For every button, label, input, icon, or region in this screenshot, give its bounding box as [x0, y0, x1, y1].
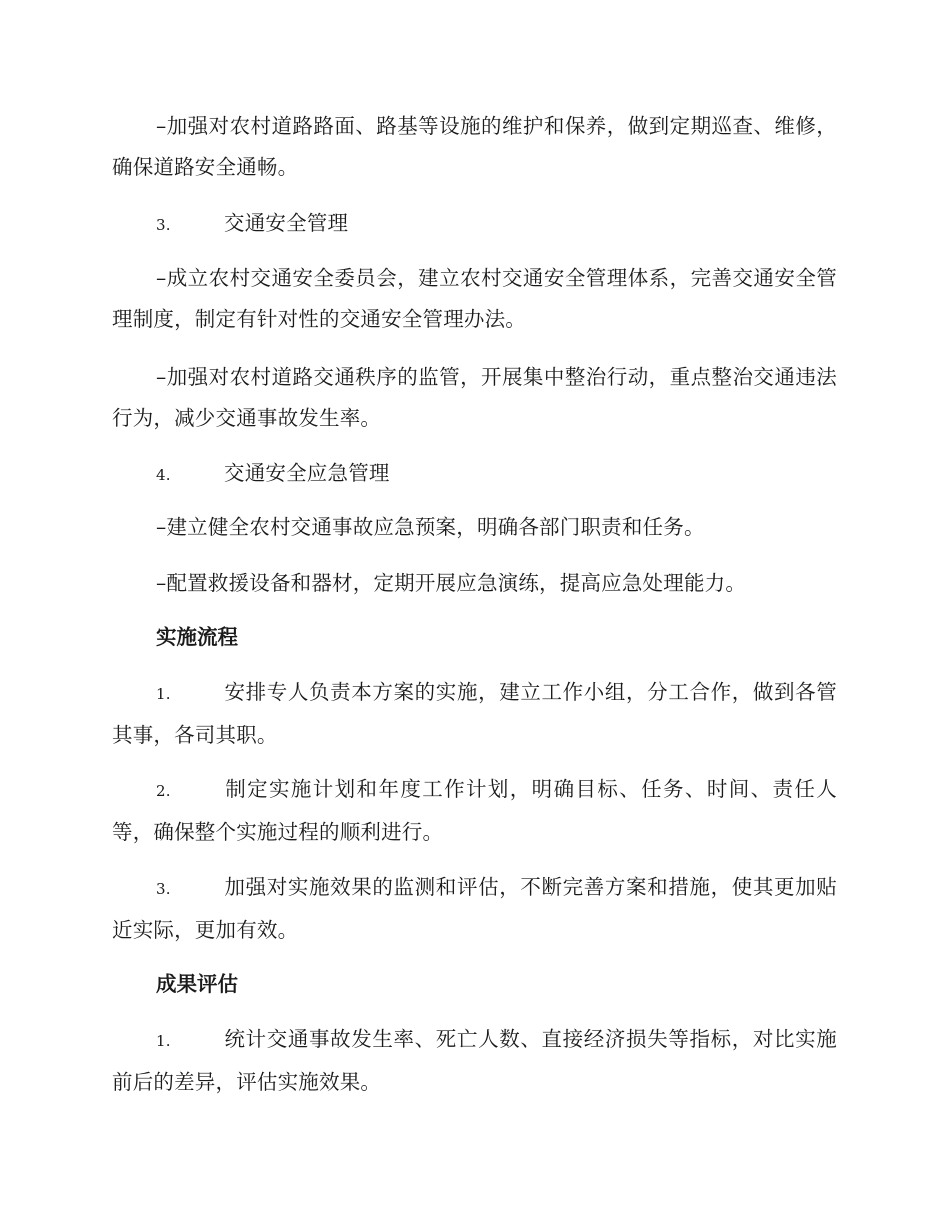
list-number: 3.	[156, 880, 171, 898]
list-item-traffic-safety-management: 3. 交通安全管理	[112, 203, 837, 246]
list-item-emergency-management: 4. 交通安全应急管理	[112, 453, 837, 496]
list-item-implementation-2: 2. 制定实施计划和年度工作计划，明确目标、任务、时间、责任人等，确保整个实施过程的顺利进行。	[112, 769, 837, 853]
paragraph-traffic-order: –加强对农村道路交通秩序的监管，开展集中整治行动，重点整治交通违法行为，减少交通事故发生率。	[112, 365, 837, 430]
list-number: 4.	[156, 466, 171, 484]
list-number: 1.	[156, 685, 171, 703]
list-number: 3.	[156, 216, 171, 234]
section-heading-evaluation: 成果评估	[156, 972, 238, 996]
list-item-implementation-3: 3. 加强对实施效果的监测和评估，不断完善方案和措施，使其更加贴近实际，更加有效。	[112, 867, 837, 951]
paragraph-road-maintenance: –加强对农村道路路面、路基等设施的维护和保养，做到定期巡查、维修，确保道路安全通畅。	[112, 114, 837, 179]
list-item-implementation-1: 1. 安排专人负责本方案的实施，建立工作小组，分工合作，做到各管其事，各司其职。	[112, 672, 837, 756]
list-number: 1.	[156, 1032, 171, 1050]
section-heading-implementation: 实施流程	[156, 625, 238, 649]
paragraph-rescue-equipment: –配置救援设备和器材，定期开展应急演练，提高应急处理能力。	[156, 571, 747, 595]
list-item-evaluation-1: 1. 统计交通事故发生率、死亡人数、直接经济损失等指标，对比实施前后的差异，评估实施效果。	[112, 1019, 837, 1103]
paragraph-safety-committee: –成立农村交通安全委员会，建立农村交通安全管理体系，完善交通安全管理制度，制定有针对性的交通安全管理办法。	[112, 266, 837, 331]
paragraph-emergency-plan: –建立健全农村交通事故应急预案，明确各部门职责和任务。	[156, 515, 705, 539]
list-number: 2.	[156, 782, 171, 800]
